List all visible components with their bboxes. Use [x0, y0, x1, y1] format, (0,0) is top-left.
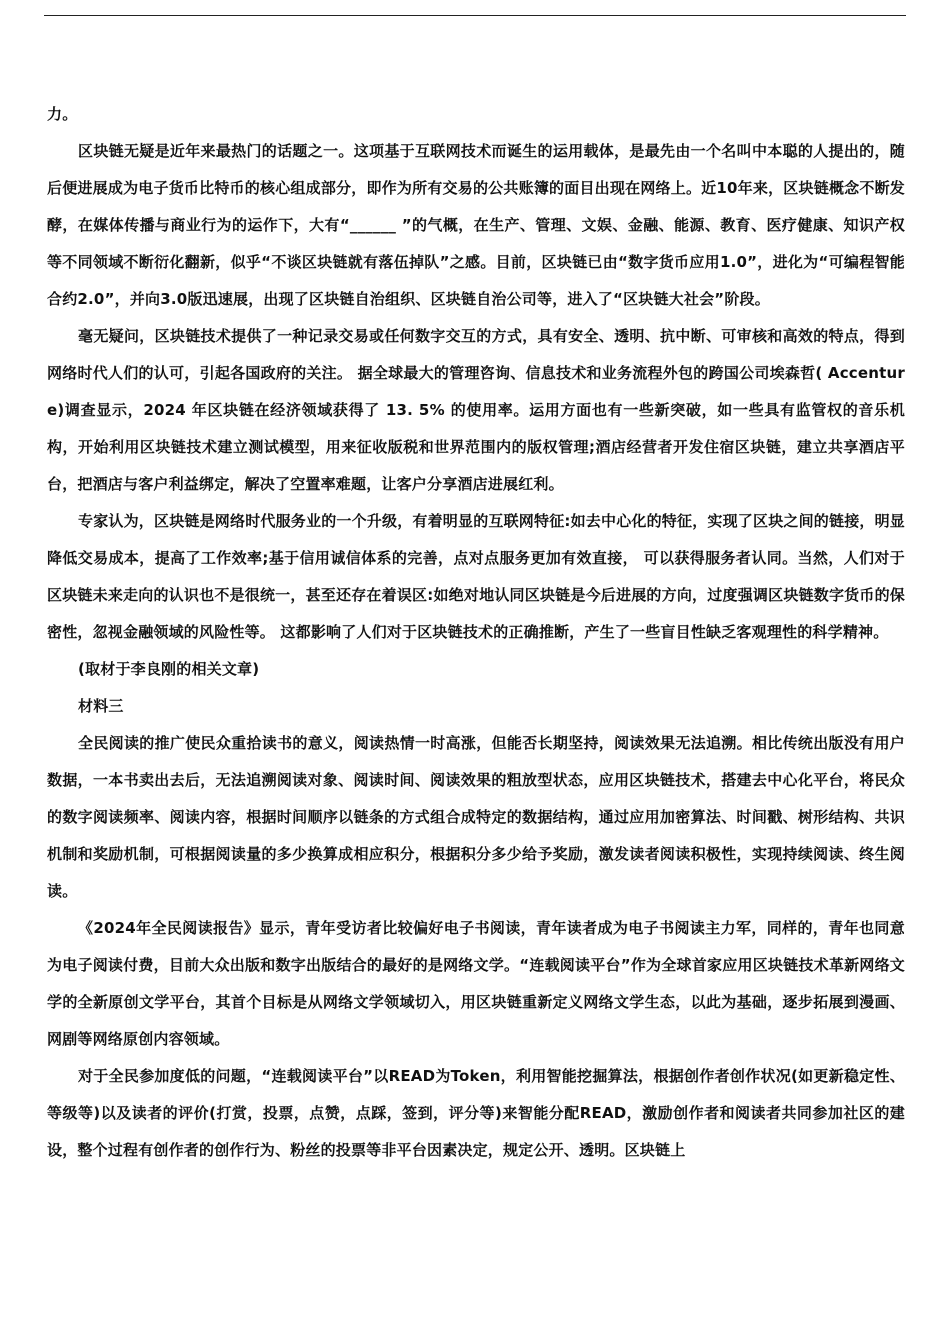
paragraph-7: 对于全民参加度低的问题，“连载阅读平台”以READ为Token，利用智能挖掘算法，根据创作者创作状况(如更新稳定性、等级等)以及读者的评价(打赏，投票，点赞，点踩，签到，评分等)来智能分配READ，激励创作者和阅读者共同参加社区的建设，整个过程有创作者的创作行为、粉丝的投票等非平台因素决定，规定公开、透明。区块链上: [47, 1067, 905, 1159]
paragraph-1: 力。: [47, 105, 78, 123]
source-note: (取材于李良刚的相关文章): [78, 660, 260, 678]
document-body: [47, 96, 905, 1169]
paragraph-4: 专家认为，区块链是网络时代服务业的一个升级，有着明显的互联网特征:如去中心化的特征，实现了区块之间的链接，明显降低交易成本，提高了工作效率;基于信用诚信体系的完善，点对点服务更加有效直接， 可以获得服务者认同。当然，人们对于区块链未来走向的认识也不是很统一，甚至还存在着误区:如绝对地认同区块链是今后进展的方向，过度强调区块链数字货币的保密性，忽视金融领域的风险性等。 这都影响了人们对于区块链技术的正确推断，产生了一些盲目性缺乏客观理性的科学精神。: [47, 512, 906, 641]
header-rule: [44, 15, 906, 16]
paragraph-6: 《2024年全民阅读报告》显示，青年受访者比较偏好电子书阅读，青年读者成为电子书阅读主力军，同样的，青年也同意为电子阅读付费，目前大众出版和数字出版结合的最好的是网络文学。“连载阅读平台”作为全球首家应用区块链技术革新网络文学的全新原创文学平台，其首个目标是从网络文学领域切入，用区块链重新定义网络文学生态，以此为基础，逐步拓展到漫画、网剧等网络原创内容领域。: [47, 919, 905, 1048]
section-heading: 材料三: [78, 697, 124, 715]
paragraph-5: 全民阅读的推广使民众重拾读书的意义，阅读热情一时高涨，但能否长期坚持，阅读效果无法追溯。相比传统出版没有用户数据，一本书卖出去后，无法追溯阅读对象、阅读时间、阅读效果的粗放型状态，应用区块链技术，搭建去中心化平台，将民众的数字阅读频率、阅读内容，根据时间顺序以链条的方式组合成特定的数据结构，通过应用加密算法、时间戳、树形结构、共识机制和奖励机制，可根据阅读量的多少换算成相应积分，根据积分多少给予奖励，激发读者阅读积极性，实现持续阅读、终生阅读。: [47, 734, 905, 900]
paragraph-2: 区块链无疑是近年来最热门的话题之一。这项基于互联网技术而诞生的运用载体，是最先由一个名叫中本聪的人提出的，随后便进展成为电子货币比特币的核心组成部分，即作为所有交易的公共账簿的面目出现在网络上。近10年来，区块链概念不断发酵，在媒体传播与商业行为的运作下，大有“______ ”的气概，在生产、管理、文娱、金融、能源、教育、医疗健康、知识产权等不同领域不断衍化翻新，似乎“不谈区块链就有落伍掉队”之感。目前，区块链已由“数字货币应用1.0”，进化为“可编程智能合约2.0”，并向3.0版迅速展，出现了区块链自治组织、区块链自治公司等，进入了“区块链大社会”阶段。: [47, 142, 905, 308]
paragraph-3: 毫无疑问，区块链技术提供了一种记录交易或任何数字交互的方式，具有安全、透明、抗中断、可审核和高效的特点，得到网络时代人们的认可，引起各国政府的关注。 据全球最大的管理咨询、信息技术和业务流程外包的跨国公司埃森哲( Accenture)调查显示，2024 年区块链在经济领域获得了 13. 5% 的使用率。运用方面也有一些新突破，如一些具有监管权的音乐机构，开始利用区块链技术建立测试模型，用来征收版税和世界范围内的版权管理;酒店经营者开发住宿区块链，建立共享酒店平台，把酒店与客户利益绑定，解决了空置率难题，让客户分享酒店进展红利。: [47, 327, 905, 493]
